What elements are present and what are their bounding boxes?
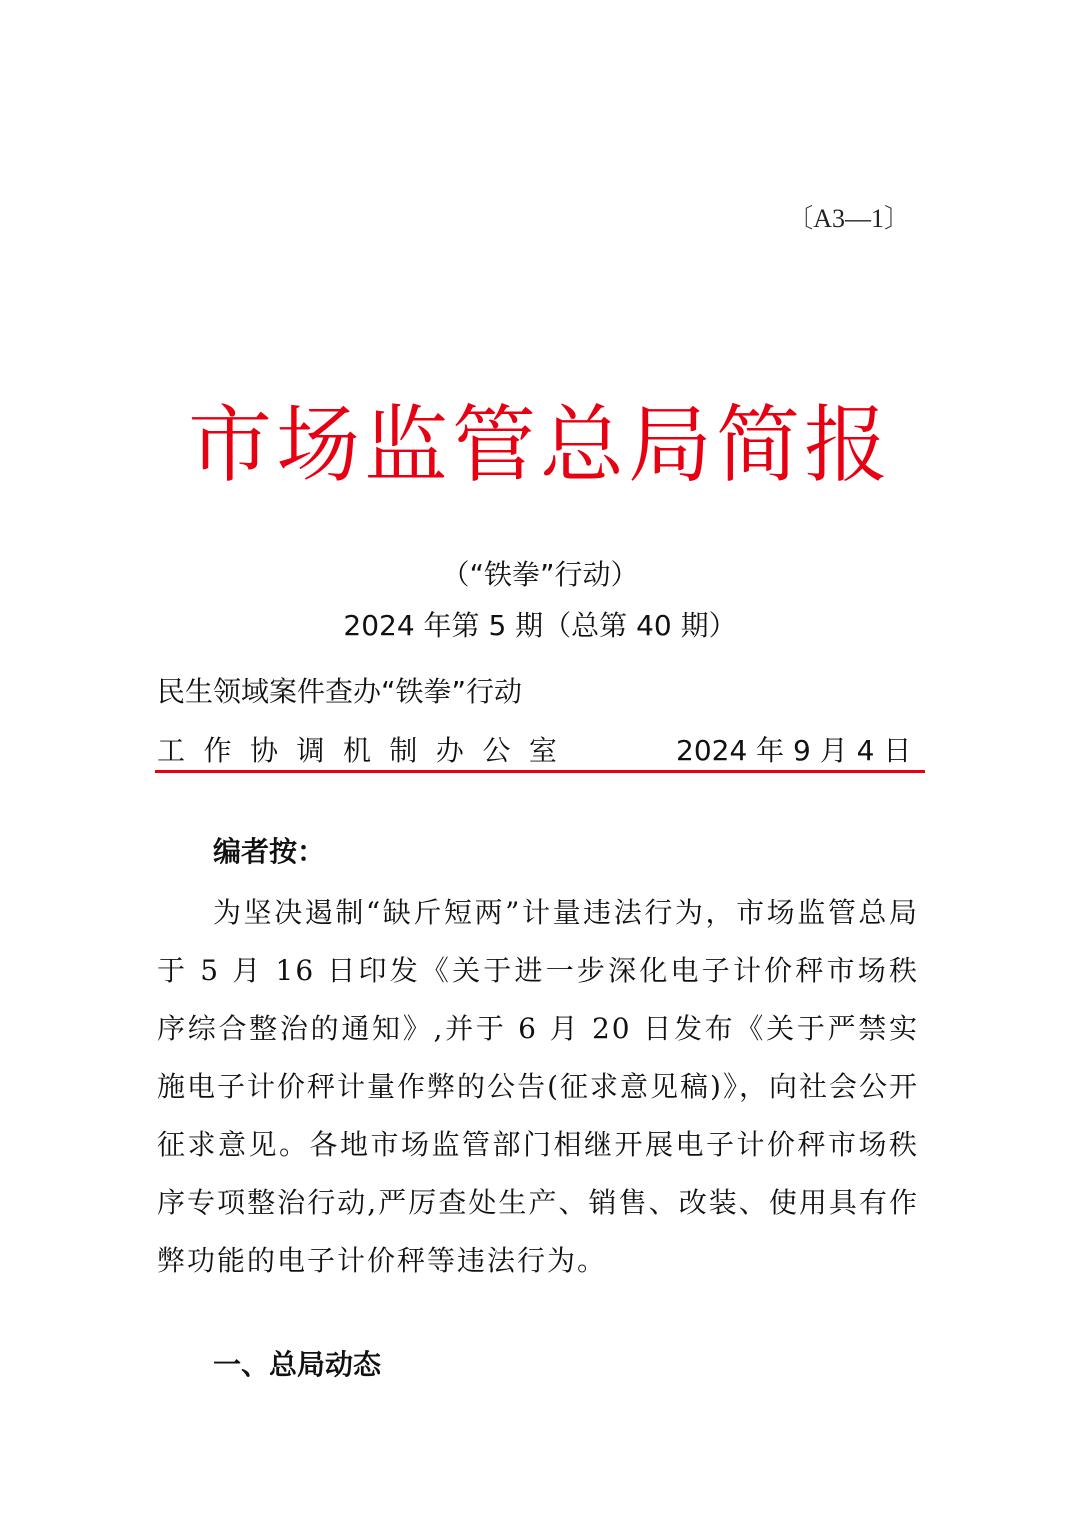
issuer-char: 机 [342, 734, 371, 767]
issuer-char: 室 [528, 734, 557, 767]
issue-date: 2024 年 9 月 4 日 [676, 734, 912, 767]
bulletin-title: 市场监管总局简报 [187, 396, 892, 494]
issuer-char: 调 [296, 734, 325, 767]
issuer-char: 公 [482, 734, 511, 767]
issuer-char: 工 [157, 734, 186, 767]
issuer-line-1: 民生领域案件查办“铁拳”行动 [157, 675, 523, 708]
issuer-char: 制 [389, 734, 418, 767]
section-heading: 一、总局动态 [213, 1348, 382, 1381]
red-divider [155, 770, 925, 773]
editor-note-body: 为坚决遏制“缺斤短两”计量违法行为，市场监管总局于 5 月 16 日印发《关于进一步深化电子计价秤市场秩序综合整治的通知》,并于 6 月 20 日发布《关于严禁实施电子计价秤计量作弊的公告(征求意见稿)》，向社会公开征求意见。各地市场监管部门相继开展电子计价秤市场秩序专项整治行动,严厉查处生产、销售、改装、使用具有作弊功能的电子计价秤等违法行为。 [157, 896, 919, 1277]
issuer-line-2 [157, 729, 557, 769]
editor-note-label: 编者按： [213, 835, 326, 868]
issuer-char: 作 [203, 734, 232, 767]
document-code: 〔A3—1〕 [787, 204, 910, 233]
action-subtitle: （“铁拳”行动） [441, 558, 639, 591]
issue-number: 2024 年第 5 期（总第 40 期） [343, 609, 737, 642]
issuer-char: 办 [435, 734, 464, 767]
issuer-char: 协 [249, 734, 278, 767]
